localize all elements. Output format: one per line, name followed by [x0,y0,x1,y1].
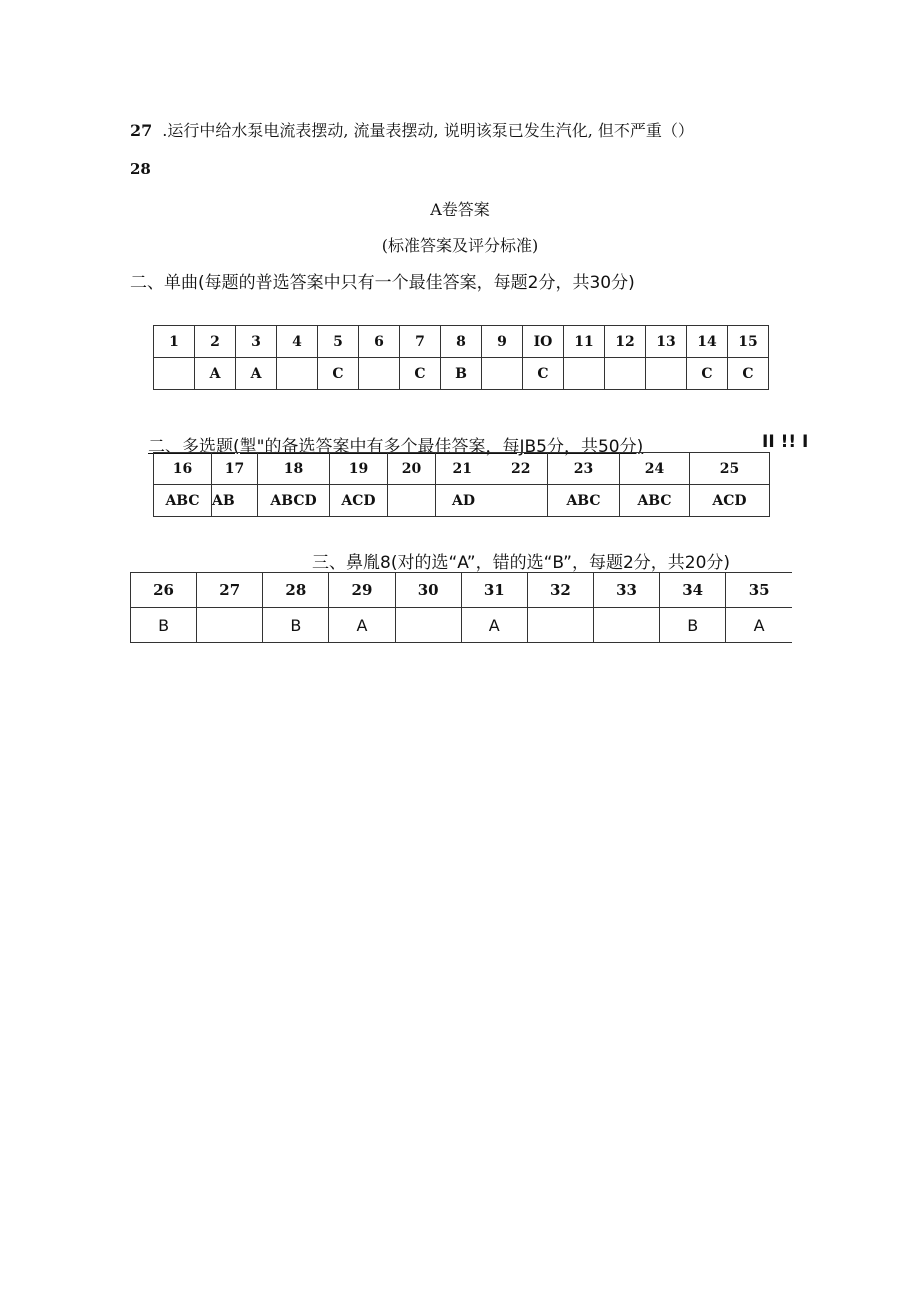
answer-cell [593,608,659,643]
answer-sheet-subtitle: (标准答案及评分标准) [381,236,539,255]
answer-sheet-title: A卷答案 [430,200,490,219]
answer-cell: ABC [154,485,212,517]
question-number-cell: 24 [620,453,690,485]
section2-answer-table [153,452,770,517]
question-number-cell: 34 [660,573,726,608]
answer-cell: C [687,358,728,390]
answer-cell [197,608,263,643]
question-number-cell: IO [523,326,564,358]
answer-cell [395,608,461,643]
question-number-cell: 3 [236,326,277,358]
answer-cell: A [236,358,277,390]
answer-cell [482,358,523,390]
answer-cell: AD [436,485,548,517]
section1-answer-table [153,325,769,390]
question-number-cell: 18 [258,453,330,485]
answer-cell: A [329,608,395,643]
section2-heading: 二、多选题(掣"的备选答案中有多个最佳答案，每JB5分，共50分) [148,437,644,457]
question-number-cell: 7 [400,326,441,358]
section3-answer-table [130,572,792,643]
question-number-cell: 6 [359,326,400,358]
answer-cell: C [400,358,441,390]
table-row [154,453,770,485]
answer-cell [564,358,605,390]
answer-cell: ACD [330,485,388,517]
answer-cell: B [263,608,329,643]
question-number-cell: 4 [277,326,318,358]
answer-cell: C [728,358,769,390]
question-number-cell: 23 [548,453,620,485]
question-number-cell: 28 [263,573,329,608]
question-number-cell: 19 [330,453,388,485]
answer-cell: A [726,608,792,643]
question-number-cell: 27 [197,573,263,608]
answer-cell: A [461,608,527,643]
answer-cell [527,608,593,643]
answer-cell: A [195,358,236,390]
question-number-cell: 31 [461,573,527,608]
question-number-cell: 14 [687,326,728,358]
question-28-number: 28 [130,160,151,178]
section1-heading: 二、单曲(每题的普选答案中只有一个最佳答案，每题2分，共30分) [130,273,635,293]
question-number-cell: 15 [728,326,769,358]
table-row [131,608,793,643]
question-number-cell: 29 [329,573,395,608]
answer-cell [277,358,318,390]
answer-cell: AB [212,485,258,517]
question-number-cell: 26 [131,573,197,608]
answer-cell: ABCD [258,485,330,517]
answer-cell [388,485,436,517]
question-number-cell: 21 22 [436,453,548,485]
answer-cell: C [318,358,359,390]
question-number-cell: 1 [154,326,195,358]
table-row [131,573,793,608]
answer-cell [154,358,195,390]
question-number: 27 [130,121,153,140]
answer-cell [359,358,400,390]
answer-cell [646,358,687,390]
section2-heading-tail: II !! I [762,432,809,452]
question-27 [130,118,694,141]
answer-cell: ABC [548,485,620,517]
answer-cell [605,358,646,390]
question-number-cell: 33 [593,573,659,608]
question-number-cell: 13 [646,326,687,358]
question-number-cell: 17 [212,453,258,485]
table-row [154,358,769,390]
question-number-cell: 20 [388,453,436,485]
question-number-cell: 32 [527,573,593,608]
answer-cell: B [131,608,197,643]
question-number-cell: 25 [690,453,770,485]
question-number-cell: 35 [726,573,792,608]
answer-cell: ACD [690,485,770,517]
table-row [154,326,769,358]
answer-cell: C [523,358,564,390]
table-row [154,485,770,517]
question-number-cell: 12 [605,326,646,358]
question-number-cell: 9 [482,326,523,358]
answer-cell: B [660,608,726,643]
question-number-cell: 16 [154,453,212,485]
question-number-cell: 11 [564,326,605,358]
section3-heading: 三、鼻胤8(对的选“A”，错的选“B”，每题2分，共20分) [312,553,731,573]
question-text: .运行中给水泵电流表摆动, 流量表摆动, 说明该泵已发生汽化, 但不严重（） [162,121,694,140]
answer-cell: ABC [620,485,690,517]
question-number-cell: 5 [318,326,359,358]
question-number-cell: 2 [195,326,236,358]
question-number-cell: 8 [441,326,482,358]
question-number-cell: 30 [395,573,461,608]
answer-cell: B [441,358,482,390]
